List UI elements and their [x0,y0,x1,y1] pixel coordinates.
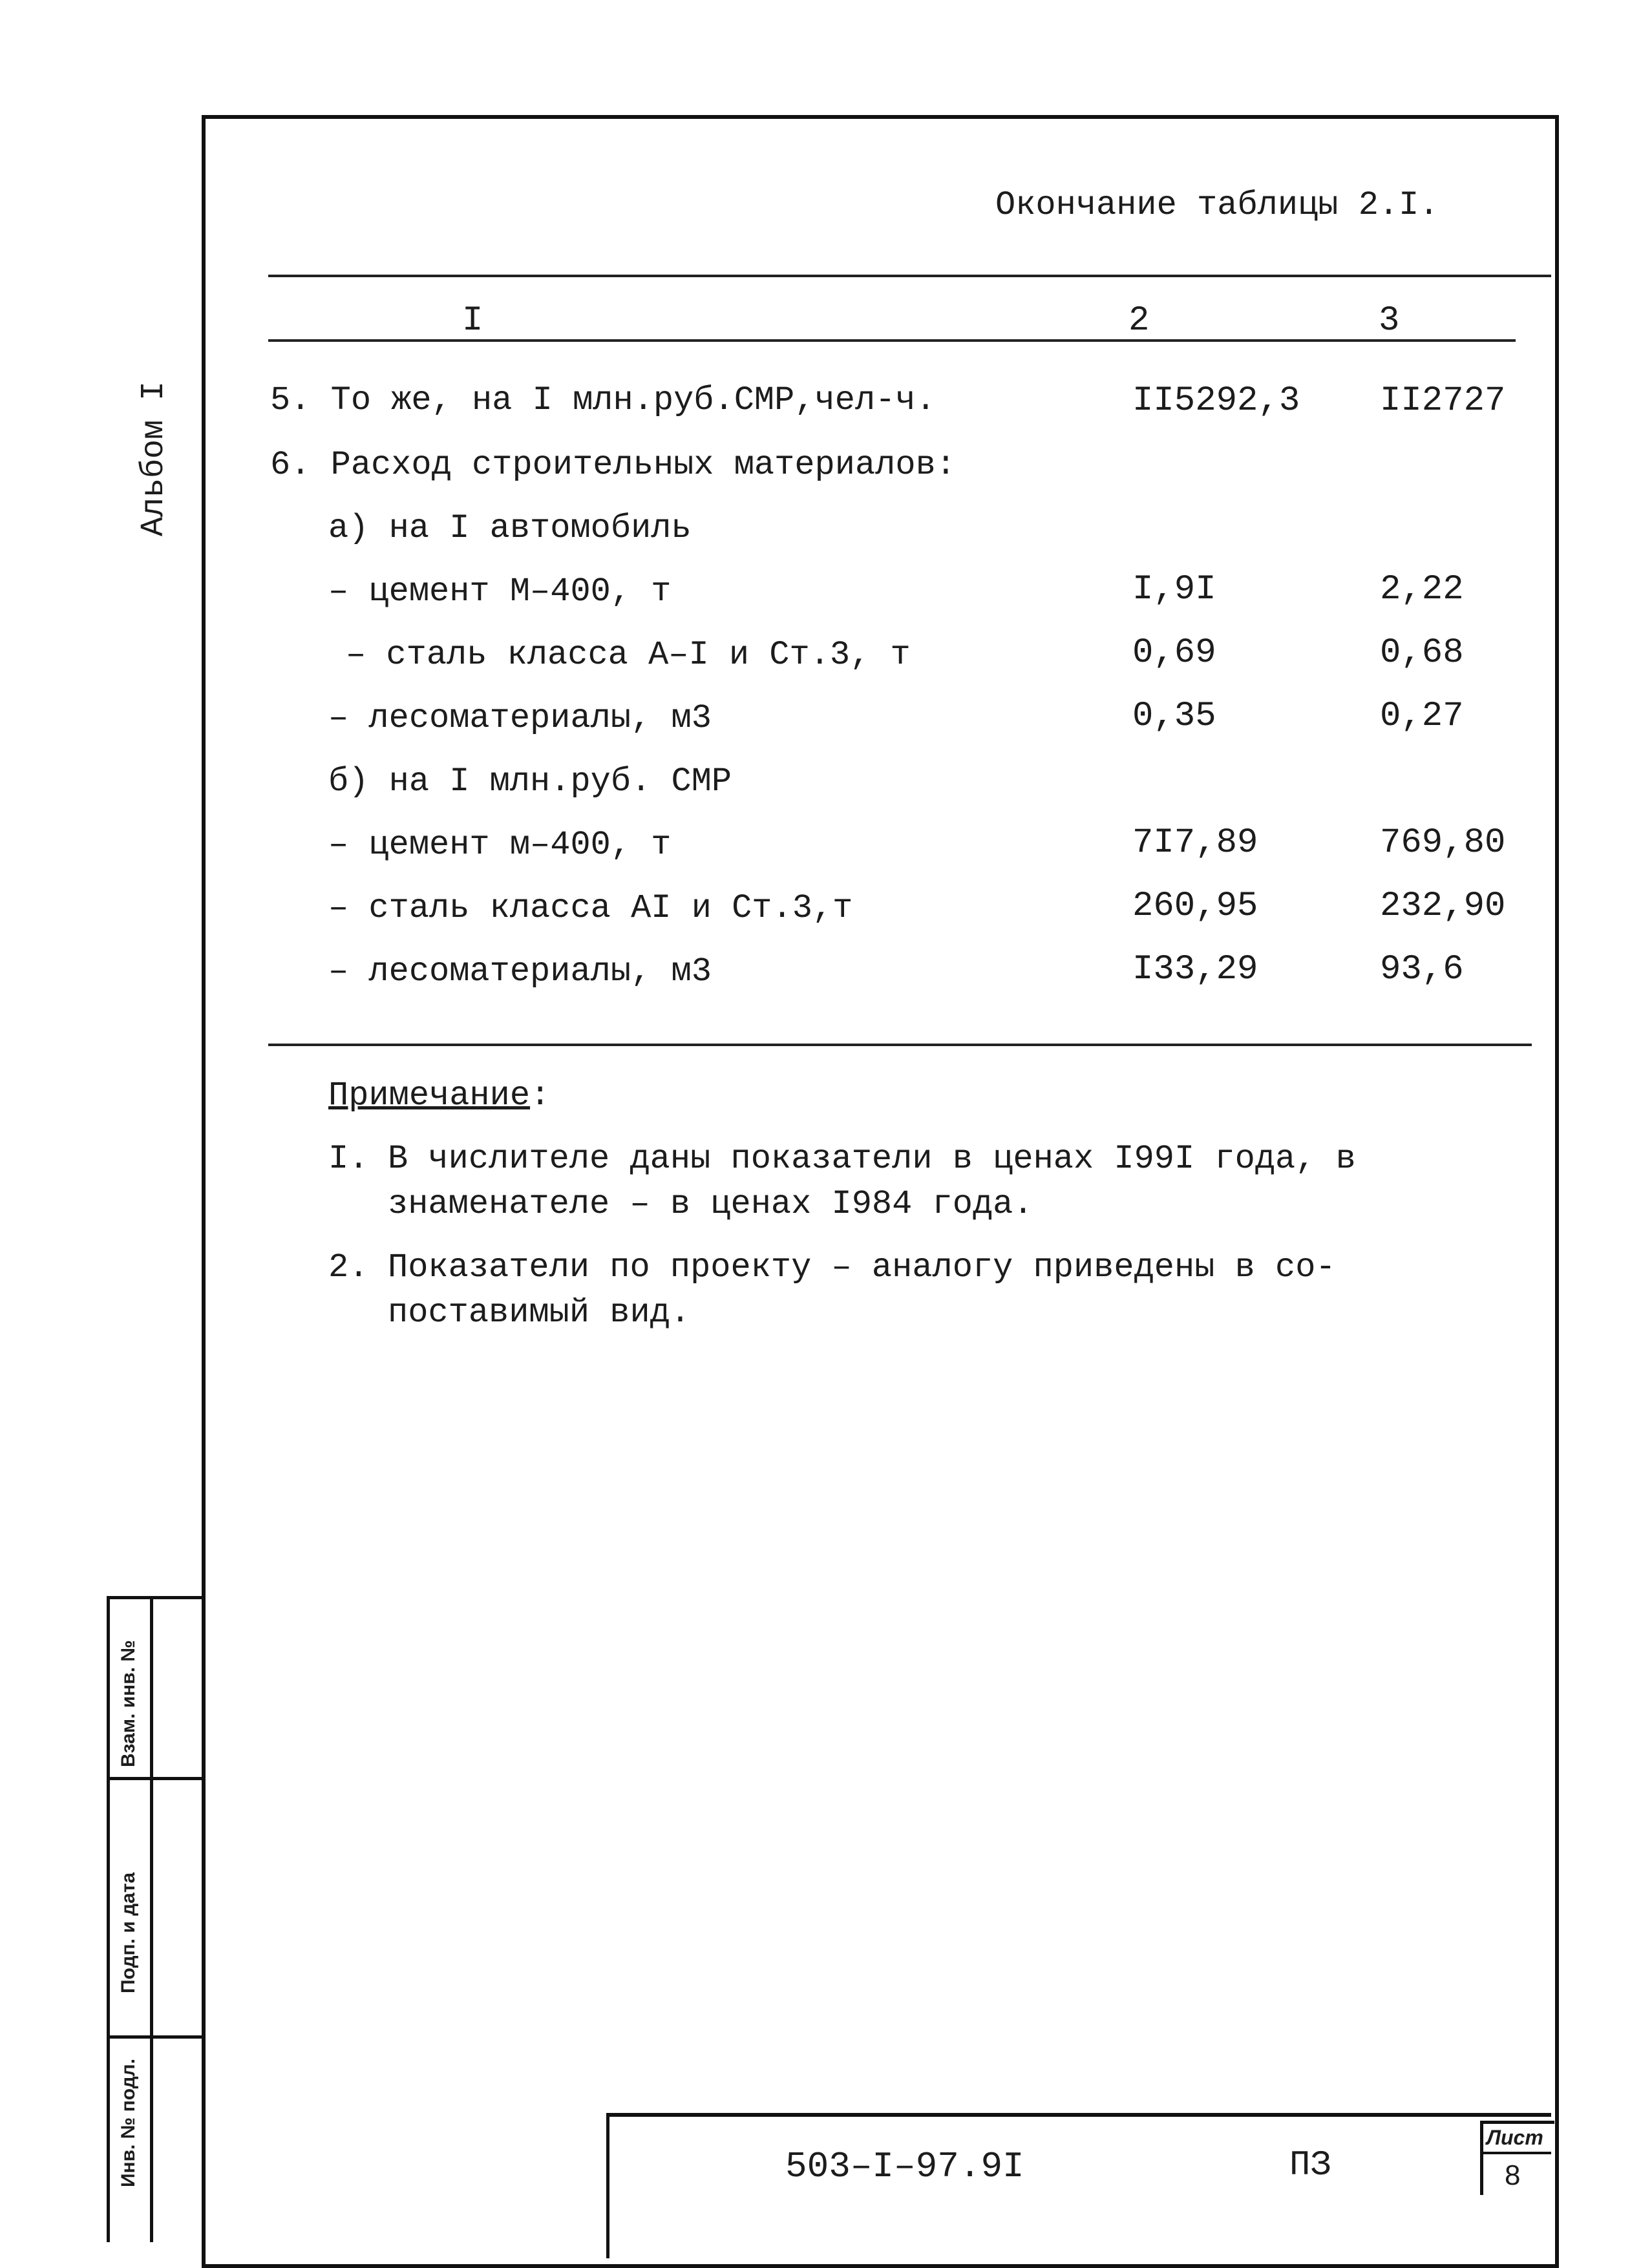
table-row-label: – цемент М–400, т [328,572,672,611]
album-label: Альбом I [136,381,173,536]
column-header-2: 2 [1128,301,1150,341]
table-top-rule [268,275,1551,277]
note-text: поставимый вид. [388,1294,691,1332]
table-row-label: – сталь класса AI и Ст.3,т [328,889,853,927]
table-cell-col3: 232,90 [1380,887,1506,926]
table-row-label: – сталь класса А–I и Ст.3, т [346,636,911,674]
stamp-vzam-label: Взам. инв. № [118,1640,139,1767]
stamp-row-rule [107,1777,202,1780]
note-text: В числителе даны показатели в ценах I99I года, в [388,1140,1356,1178]
table-cell-col3: 93,6 [1380,950,1464,989]
document-code: 503–I–97.9I [785,2146,1024,2187]
note-title: Примечание [328,1076,531,1115]
table-bottom-rule [268,1044,1532,1046]
stamp-row-rule [107,2035,202,2039]
stamp-left-edge [107,1596,110,2242]
note-text: Показатели по проекту – аналогу приведены в со- [388,1248,1336,1286]
table-cell-col2: I33,29 [1132,950,1258,989]
note-heading [328,1076,551,1115]
table-header-rule [268,339,1516,342]
table-cell-col3: 2,22 [1380,570,1464,609]
table-cell-col3: 0,68 [1380,633,1464,673]
table-cell-col2: 7I7,89 [1132,823,1258,863]
sheet-box-divider [1480,2152,1551,2154]
table-cell-col2: 0,35 [1132,697,1216,736]
stamp-podp-label: Подп. и дата [118,1872,139,1993]
table-row-label: 6. Расход строительных материалов: [270,446,956,484]
table-cell-col2: II5292,3 [1132,381,1300,421]
note-title-colon: : [530,1076,551,1115]
note-text: знаменателе – в ценах I984 года. [388,1185,1033,1223]
table-row-label: – лесоматериалы, м3 [328,699,712,737]
table-row-label: 5. То же, на I млн.руб.СМР,чел-ч. [270,381,936,419]
table-row-label: б) на I млн.руб. СМР [328,762,732,801]
title-block-left [606,2113,609,2258]
table-cell-col3: 0,27 [1380,697,1464,736]
stamp-inv-label: Инв. № подл. [118,2058,139,2187]
table-cell-col2: I,9I [1132,570,1216,609]
column-header-1: I [462,301,483,341]
column-header-3: 3 [1379,301,1400,341]
stamp-divider [150,1596,153,2242]
table-cell-col2: 0,69 [1132,633,1216,673]
note-number: I. [328,1140,369,1178]
table-cell-col2: 260,95 [1132,887,1258,926]
table-row-label: а) на I автомобиль [328,509,692,547]
table-row-label: – лесоматериалы, м3 [328,952,712,991]
note-number: 2. [328,1248,369,1286]
sheet-number: 8 [1505,2159,1521,2191]
table-continuation-title: Окончание таблицы 2.I. [995,186,1439,224]
title-block-top [606,2113,1551,2117]
sheet-label: Лист [1487,2126,1543,2149]
table-cell-col3: 769,80 [1380,823,1506,863]
table-row-label: – цемент м–400, т [328,826,672,864]
section-code: ПЗ [1289,2146,1331,2185]
table-cell-col3: II2727 [1380,381,1506,421]
